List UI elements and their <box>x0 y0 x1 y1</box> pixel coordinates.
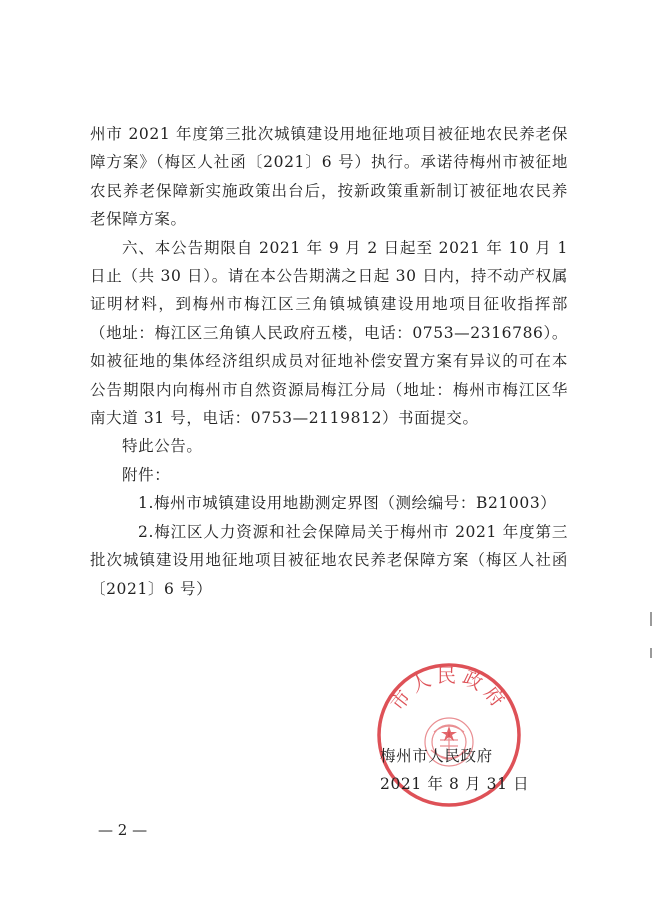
scan-edge-mark <box>650 648 652 658</box>
signing-authority: 梅州市人民政府 <box>380 747 493 765</box>
paragraph-continuation: 州市 2021 年度第三批次城镇建设用地征地项目被征地农民养老保障方案》（梅区人社函〔2021〕6 号）执行。承诺待梅州市被征地农民养老保障新实施政策出台后，按新政策重新制订被征地农民养老保障方案。 <box>90 125 568 229</box>
attachments-heading: 附件： <box>122 465 171 484</box>
attachment-item-2: 2.梅江区人力资源和社会保障局关于梅州市 2021 年度第三批次城镇建设用地征地项目被征地农民养老保障方案（梅区人社函〔2021〕6 号） <box>90 522 568 598</box>
scan-edge-mark <box>650 612 652 626</box>
paragraph-closing: 特此公告。 <box>122 437 203 456</box>
signing-date: 2021 年 8 月 31 日 <box>380 775 530 793</box>
paragraph-announcement-period: 六、本公告期限自 2021 年 9 月 2 日起至 2021 年 10 月 1 日止（共 30 日）。请在本公告期满之日起 30 日内，持不动产权属证明材料，到梅州市梅江区三角镇城镇建设用地项目征收指挥部（地址：梅江区三角镇人民政府五楼，电话：0753—2316786）。如被征地的集体经济组织成员对征地补偿安置方案有异议的可在本公告期限内向梅州市自然资源局梅江分局（地址：梅州市梅江区华南大道 31 号，电话：0753—2119812）书面提交。 <box>90 238 568 428</box>
document-body <box>90 120 568 603</box>
svg-text:市人民政府: 市人民政府 <box>386 665 512 715</box>
page-number: — 2 — <box>98 821 148 839</box>
attachment-item-1: 1.梅州市城镇建设用地勘测定界图（测绘编号：B21003） <box>138 494 557 513</box>
